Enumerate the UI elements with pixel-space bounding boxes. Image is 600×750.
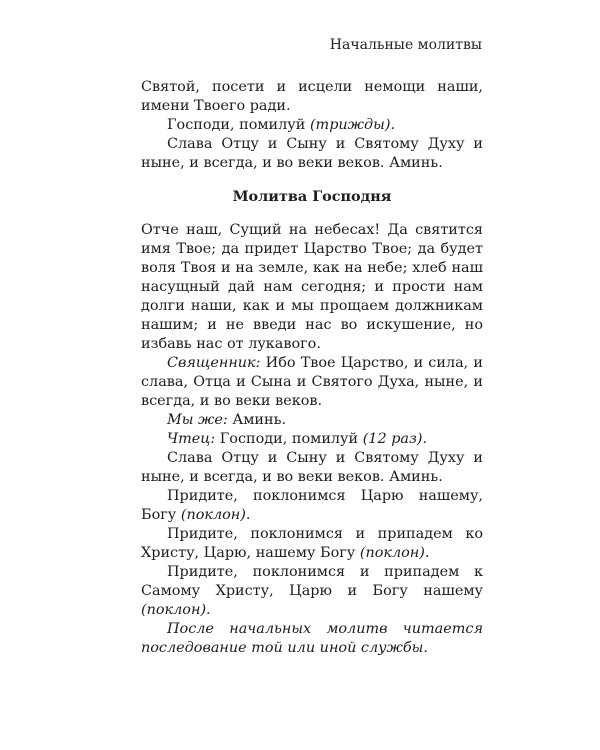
paragraph-our-father: Отче наш, Сущий на небесах! Да святится имя Твое; да придет Царство Твое; да будет воля Твоя и на земле, как на небе; хлеб наш насущный дай нам сегодня; и прости нам долги наши, как и мы прощаем должникам нашим; и не введи нас во искушение, но избавь нас от лукавого. [141, 222, 483, 352]
prayer-text [141, 221, 483, 658]
paragraph-lord-have-mercy [141, 116, 483, 135]
paragraph-text: Придите, поклонимся и припадем к Самому Христу, Царю и Богу нашему [141, 564, 483, 599]
paragraph-text: Ибо Твое Царство, и сила, и слава, Отца и Сына и Святого Духа, ныне, и всегда, и во веки веков. [141, 355, 483, 409]
rubric: (трижды). [309, 117, 396, 133]
paragraph-come-1 [141, 487, 483, 525]
rubric: (поклон). [141, 602, 211, 618]
paragraph-closing-rubric [141, 620, 483, 658]
paragraph-reader [141, 430, 483, 449]
speaker-label: Чтец: [167, 431, 216, 447]
speaker-label: Священник: [167, 355, 261, 371]
running-header: Начальные молитвы [329, 37, 482, 53]
section-heading: Молитва Господня [232, 188, 392, 205]
paragraph-priest [141, 354, 483, 411]
paragraph-glory: Слава Отцу и Сыну и Святому Духу и ныне, и всегда, и во веки веков. Аминь. [141, 136, 483, 171]
paragraph-text: Господи, помилуй [215, 431, 363, 447]
paragraph-text: Придите, поклонимся Царю нашему, Богу [141, 488, 483, 523]
rubric: (поклон). [359, 545, 430, 561]
paragraph-glory-2: Слава Отцу и Сыну и Святому Духу и ныне, и всегда, и во веки веков. Аминь. [141, 450, 483, 485]
opening-text [141, 78, 483, 173]
rubric: (поклон). [180, 507, 251, 523]
paragraph-come-3 [141, 563, 483, 620]
rubric: (12 раз). [362, 431, 428, 447]
paragraph-holy: Святой, посети и исцели немощи наши, имени Твоего ради. [141, 79, 483, 114]
paragraph-text: Аминь. [227, 412, 287, 428]
paragraph-we [141, 411, 483, 430]
rubric: После начальных молитв читается последование той или иной службы. [141, 621, 483, 656]
paragraph-text: Господи, помилуй [167, 117, 310, 133]
paragraph-text: Придите, поклонимся и припадем ко Христу, Царю, нашему Богу [141, 526, 483, 561]
paragraph-come-2 [141, 525, 483, 563]
speaker-label: Мы же: [167, 412, 228, 428]
